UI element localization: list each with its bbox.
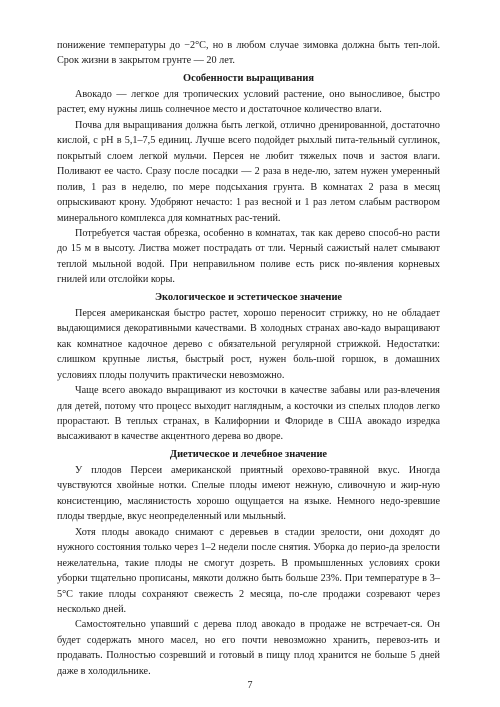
section-heading: Особенности выращивания: [183, 72, 314, 84]
paragraph: Чаще всего авокадо выращивают из косточки в качестве забавы или раз-влечения для детей, потому что процесс выходит наглядным, а косточки из спелых плодов легко прорастают. В теплых странах, в Калифорнии и Флориде в США авокадо изредка высаживают в качестве акцентного дерева во дворе.: [57, 385, 440, 443]
paragraph: Персея американская быстро растет, хорошо переносит стрижку, но не обладает выдающимися декоративными качествами. В холодных странах аво-кадо выращивают как комнатное кадочное дерево с обязательной регулярной стрижкой. Недостатки: слишком крупные листья, быстрый рост, нужен боль-шой горшок, в домашних условиях плоды получить практически невозможно.: [57, 307, 440, 381]
paragraph: Авокадо — легкое для тропических условий растение, оно выносливое, быстро растет, ему нужны лишь солнечное место и достаточное количество влаги.: [57, 88, 440, 116]
paragraph: Потребуется частая обрезка, особенно в комнатах, так как дерево способ-но расти до 15 м в высоту. Листва может пострадать от тли. Черный сажистый налет смывают теплой мыльной водой. При неправильном поливе есть риск по-явления корневых гнилей или отслойки коры.: [57, 227, 440, 286]
paragraph: У плодов Персеи американской приятный орехово-травяной вкус. Иногда чувствуются хвойные нотки. Спелые плоды имеют нежную, сливочную и жир-ную консистенцию, маслянистость хорошо ощущается на языке. Немного недо-зревшие плоды твердые, вкус неопределенный или мыльный.: [57, 464, 440, 523]
page-content: [57, 38, 440, 679]
section-heading: Диетическое и лечебное значение: [169, 448, 328, 460]
paragraph: Хотя плоды авокадо снимают с деревьев в стадии зрелости, они доходят до нужного состояния только через 1–2 недели после снятия. Уборка до перио-да зрелости нежелательна, такие плоды не смогут дозреть. В промышленных условиях сроки уборки тщательно прописаны, мякоти должно быть больше 23%. При температуре в 3–5°С такие плоды сохраняют свежесть 2 месяца, по-сле продажи созревают через несколько дней.: [57, 526, 440, 615]
paragraph: Почва для выращивания должна быть легкой, отлично дренированной, достаточно кислой, с рН в 5,1–7,5 единиц. Лучше всего подойдет рыхлый пита-тельный суглинок, покрытый слоем легкой мульчи. Персея не любит тяжелых почв и застоя влаги. Поливают ее часто. Сразу после посадки — 2 раза в неде-лю, затем нужен умеренный полив, 1 раз в неделю, по мере подсыхания грунта. В комнатах 2 раза в месяц опрыскивают крону. Удобряют нечасто: 1 раз весной и 1 раз летом слабым раствором минерального комплекса для комнатных рас-тений.: [57, 119, 440, 224]
paragraph: Самостоятельно упавший с дерева плод авокадо в продаже не встречает-ся. Он будет содержать много масел, но его почти невозможно хранить, перевоз-ить и продавать. Полностью созревший и готовый в пищу плод хранится не больше 5 дней даже в холодильнике.: [57, 619, 440, 677]
paragraph: понижение температуры до −2°С, но в любом случае зимовка должна быть теп-лой. Срок жизни в закрытом грунте — 20 лет.: [57, 40, 440, 67]
page-number: 7: [247, 680, 253, 691]
section-heading: Экологическое и эстетическое значение: [154, 291, 343, 303]
